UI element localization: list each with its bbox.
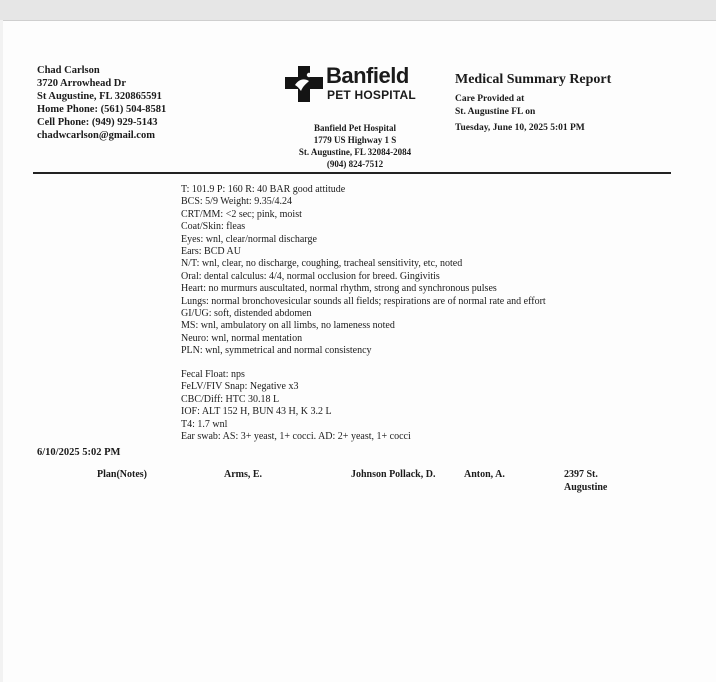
brand-subtitle: PET HOSPITAL <box>327 88 416 102</box>
exam-line: Oral: dental calculus: 4/4, normal occlusion for breed. Gingivitis <box>181 270 440 282</box>
lab-line: FeLV/FIV Snap: Negative x3 <box>181 381 299 393</box>
exam-line: Lungs: normal bronchovesicular sounds all fields; respirations are of normal rate and effort <box>181 295 546 307</box>
exam-line: N/T: wnl, clear, no discharge, coughing, tracheal sensitivity, etc, noted <box>181 258 463 270</box>
exam-line: BCS: 5/9 Weight: 9.35/4.24 <box>181 196 292 208</box>
client-email: chadwcarlson@gmail.com <box>37 130 155 141</box>
entry-datetime: 6/10/2025 5:02 PM <box>37 447 121 458</box>
entry-staff-secondary: Anton, A. <box>464 469 505 480</box>
exam-line: PLN: wnl, symmetrical and normal consistency <box>181 345 372 357</box>
client-home-phone: Home Phone: (561) 504-8581 <box>37 104 167 115</box>
exam-line: Coat/Skin: fleas <box>181 221 246 233</box>
client-address-line1: 3720 Arrowhead Dr <box>37 78 127 89</box>
lab-line: Ear swab: AS: 3+ yeast, 1+ cocci. AD: 2+ yeast, 1+ cocci <box>181 431 411 443</box>
banfield-cross-icon <box>285 66 323 102</box>
exam-line: GI/UG: soft, distended abdomen <box>181 308 312 320</box>
entry-location <box>564 468 607 494</box>
header-divider <box>33 172 671 174</box>
report-title: Medical Summary Report <box>455 72 612 87</box>
report-page <box>3 20 716 682</box>
lab-line: Fecal Float: nps <box>181 369 245 380</box>
care-line2: St. Augustine FL on <box>455 107 536 117</box>
viewer-top-strip <box>0 0 716 20</box>
hospital-address-line1: 1779 US Highway 1 S <box>313 135 397 145</box>
exam-line: Eyes: wnl, clear/normal discharge <box>181 233 317 245</box>
hospital-address-line2: St. Augustine, FL 32084-2084 <box>298 147 412 157</box>
client-cell-phone: Cell Phone: (949) 929-5143 <box>37 117 158 128</box>
hospital-phone: (904) 824-7512 <box>326 159 384 169</box>
exam-line: Heart: no murmurs auscultated, normal rhythm, strong and synchronous pulses <box>181 283 497 295</box>
entry-location-line1: 2397 St. <box>564 469 598 480</box>
entry-location-line2: Augustine <box>564 482 608 493</box>
client-info <box>37 64 166 142</box>
hospital-info <box>285 122 425 170</box>
entry-staff-primary: Johnson Pollack, D. <box>351 469 436 480</box>
client-name: Chad Carlson <box>37 65 100 76</box>
physical-exam-notes <box>181 184 546 358</box>
lab-line: IOF: ALT 152 H, BUN 43 H, K 3.2 L <box>181 406 332 418</box>
brand-name: Banfield <box>326 63 409 88</box>
lab-line: T4: 1.7 wnl <box>181 418 228 430</box>
exam-line: Neuro: wnl, normal mentation <box>181 332 303 344</box>
entry-doctor: Arms, E. <box>224 469 263 480</box>
hospital-name: Banfield Pet Hospital <box>313 123 396 133</box>
lab-line: CBC/Diff: HTC 30.18 L <box>181 393 280 405</box>
care-line1: Care Provided at <box>455 94 525 104</box>
exam-line: MS: wnl, ambulatory on all limbs, no lameness noted <box>181 320 395 332</box>
client-address-line2: St Augustine, FL 320865591 <box>37 91 162 102</box>
care-provided <box>455 93 535 119</box>
exam-line: CRT/MM: <2 sec; pink, moist <box>181 208 302 220</box>
exam-line: Ears: BCD AU <box>181 246 241 258</box>
entry-type: Plan(Notes) <box>97 469 147 480</box>
exam-line: T: 101.9 P: 160 R: 40 BAR good attitude <box>181 184 346 195</box>
report-date: Tuesday, June 10, 2025 5:01 PM <box>455 123 585 133</box>
lab-results <box>181 369 411 443</box>
